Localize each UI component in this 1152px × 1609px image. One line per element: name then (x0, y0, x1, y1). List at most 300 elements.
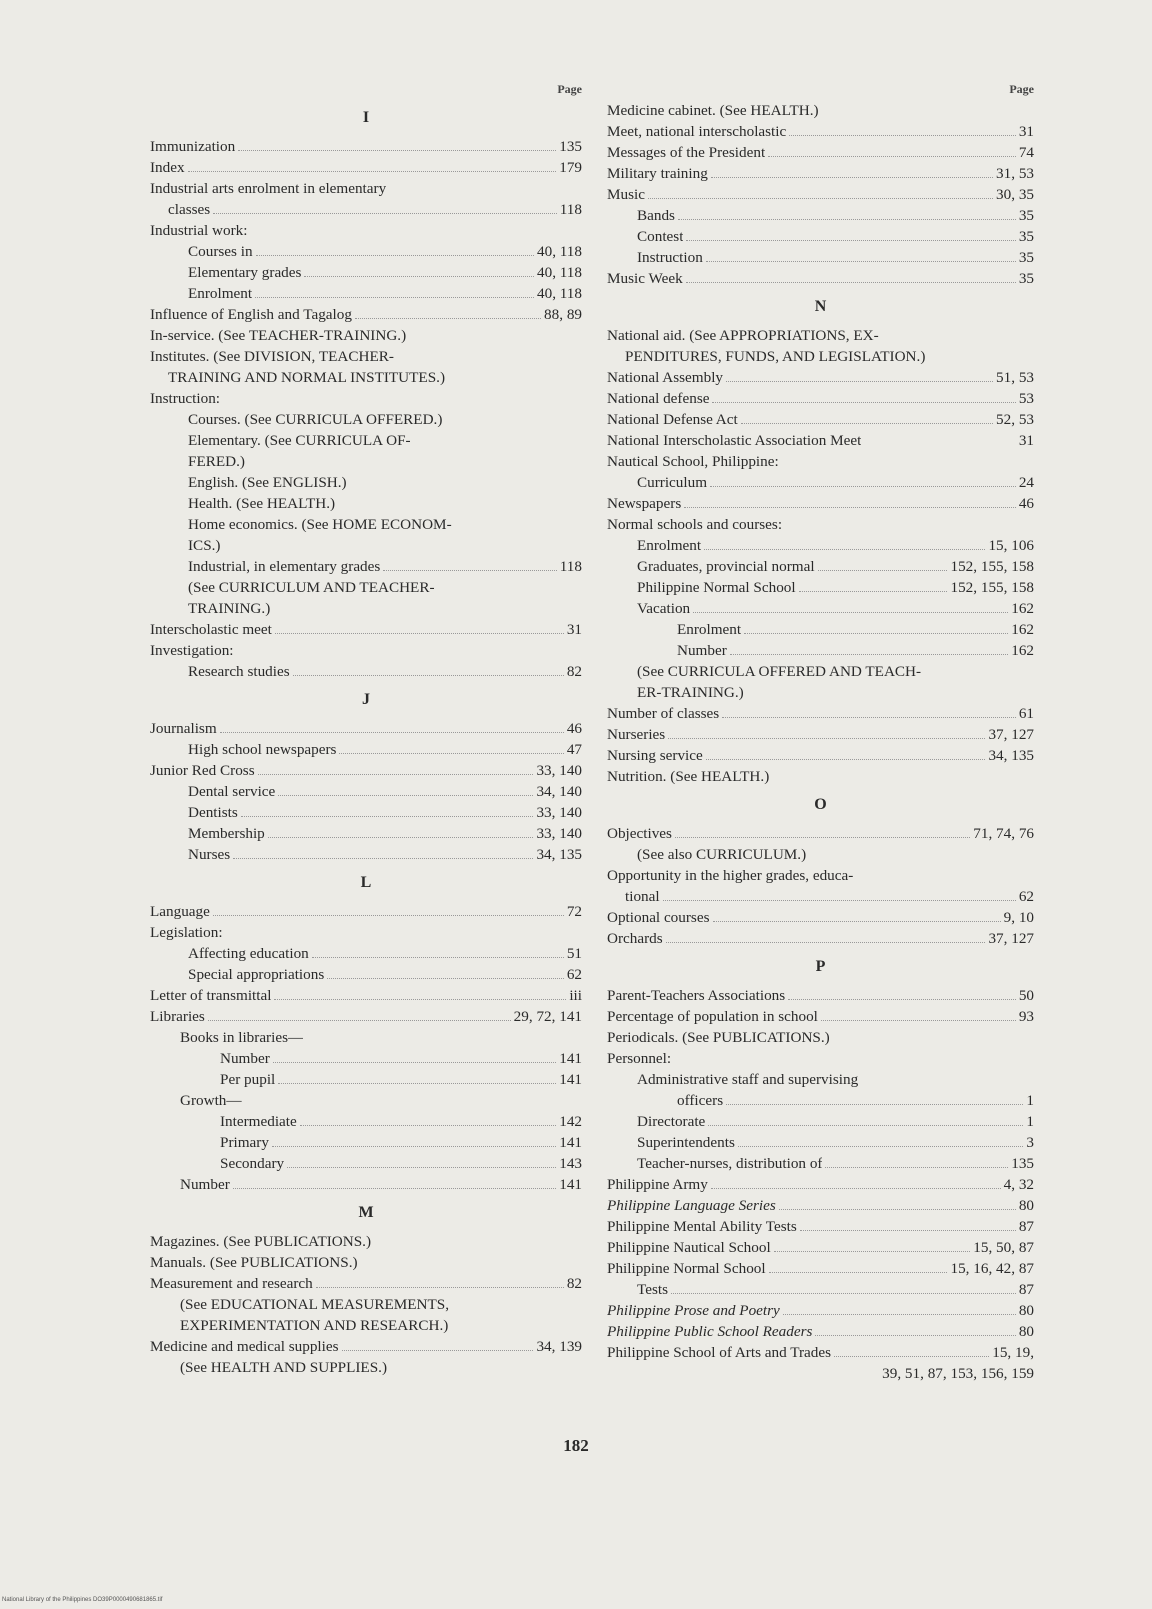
dot-leader (741, 423, 993, 424)
entry-pages: 152, 155, 158 (950, 579, 1034, 596)
entry-pages: 33, 140 (536, 825, 582, 842)
entry-pages: 35 (1018, 228, 1034, 245)
dot-leader (821, 1020, 1016, 1021)
index-entry (150, 178, 582, 199)
dot-leader (312, 957, 564, 958)
entry-term: Influence of English and Tagalog (150, 306, 352, 323)
dot-leader (800, 1230, 1016, 1231)
entry-pages: 47 (566, 741, 582, 758)
index-entry (607, 247, 1034, 268)
index-entry (150, 556, 582, 577)
index-entry (150, 304, 582, 325)
entry-term: Libraries (150, 1008, 205, 1025)
dot-leader (278, 795, 533, 796)
entry-term: Optional courses (607, 909, 710, 926)
entry-pages: 40, 118 (537, 285, 582, 302)
index-entry (150, 472, 582, 493)
entry-term: Interscholastic meet (150, 621, 272, 638)
entry-pages: iii (569, 987, 582, 1004)
index-entry (150, 283, 582, 304)
index-entry (607, 598, 1034, 619)
index-entry (150, 985, 582, 1006)
left-index-column (150, 78, 582, 1378)
entry-pages: 141 (559, 1176, 582, 1193)
index-entry (607, 226, 1034, 247)
index-entry (607, 985, 1034, 1006)
entry-term: Journalism (150, 720, 217, 737)
index-entry (607, 1342, 1034, 1363)
index-entry (150, 388, 582, 409)
dot-leader (327, 978, 564, 979)
entry-pages: 4, 32 (1003, 1176, 1034, 1193)
index-entry (607, 865, 1034, 886)
entry-pages: 35 (1018, 270, 1034, 287)
index-entry (607, 409, 1034, 430)
entry-term: Instruction: (150, 390, 221, 407)
entry-term: Philippine Army (607, 1176, 708, 1193)
index-entry (607, 493, 1034, 514)
entry-pages: 34, 139 (536, 1338, 582, 1355)
dot-leader (768, 156, 1016, 157)
dot-leader (711, 1188, 1001, 1189)
dot-leader (275, 633, 564, 634)
index-entry (150, 136, 582, 157)
scan-footer: National Library of the Philippines DO39P0000490681865.tif (2, 1597, 163, 1603)
dot-leader (300, 1125, 556, 1126)
index-entry (150, 220, 582, 241)
entry-term: Graduates, provincial normal (637, 558, 815, 575)
dot-leader (666, 942, 986, 943)
entry-term: Opportunity in the higher grades, educa- (607, 867, 854, 884)
dot-leader (834, 1356, 989, 1357)
entry-pages: 88, 89 (544, 306, 582, 323)
entry-term: Health. (See HEALTH.) (188, 495, 336, 512)
index-entry (607, 1111, 1034, 1132)
entry-pages: 33, 140 (536, 804, 582, 821)
entry-pages: 50 (1018, 987, 1034, 1004)
entry-pages: 162 (1011, 600, 1034, 617)
entry-term: Philippine Language Series (607, 1197, 776, 1214)
page-number: 182 (563, 1436, 589, 1455)
entry-pages: 87 (1018, 1218, 1034, 1235)
entry-pages: 179 (559, 159, 582, 176)
entry-term: Books in libraries— (180, 1029, 304, 1046)
index-entry (150, 241, 582, 262)
index-entry (150, 781, 582, 802)
entry-pages: 135 (559, 138, 582, 155)
entry-pages: 152, 155, 158 (950, 558, 1034, 575)
entry-term: Administrative staff and supervising (637, 1071, 859, 1088)
entry-term: Per pupil (220, 1071, 276, 1088)
index-entry (607, 535, 1034, 556)
entry-term: Philippine School of Arts and Trades (607, 1344, 832, 1361)
dot-leader (799, 591, 948, 592)
dot-leader (241, 816, 534, 817)
entry-term: Special appropriations (188, 966, 325, 983)
dot-leader (213, 915, 564, 916)
section-letter: O (814, 796, 827, 813)
dot-leader (355, 318, 541, 319)
entry-term: Industrial work: (150, 222, 248, 239)
entry-term: Meet, national interscholastic (607, 123, 787, 140)
entry-term: Parent-Teachers Associations (607, 987, 786, 1004)
dot-leader (188, 171, 557, 172)
entry-pages: 3 (1026, 1134, 1034, 1151)
dot-leader (706, 759, 986, 760)
entry-term: Industrial, in elementary grades (188, 558, 381, 575)
right-index-column (607, 78, 1034, 1384)
index-entry (150, 1069, 582, 1090)
entry-pages: 15, 50, 87 (973, 1239, 1034, 1256)
entry-term: Affecting education (188, 945, 309, 962)
entry-term: National defense (607, 390, 710, 407)
index-entry (607, 1216, 1034, 1237)
page-column-header: Page (1009, 82, 1034, 96)
index-entry (150, 409, 582, 430)
index-entry (150, 943, 582, 964)
entry-term: Intermediate (220, 1113, 297, 1130)
dot-leader (233, 858, 533, 859)
dot-leader (738, 1146, 1024, 1147)
entry-pages: 141 (559, 1050, 582, 1067)
index-entry (150, 1111, 582, 1132)
dot-leader (769, 1272, 948, 1273)
index-entry (150, 262, 582, 283)
index-entry (150, 598, 582, 619)
entry-term: Nursing service (607, 747, 703, 764)
entry-pages: 118 (559, 201, 582, 218)
entry-term: Curriculum (637, 474, 708, 491)
index-entry (607, 388, 1034, 409)
index-entry (607, 1048, 1034, 1069)
index-entry (150, 1153, 582, 1174)
index-entry (607, 346, 1034, 367)
index-entry (607, 619, 1034, 640)
dot-leader (287, 1167, 556, 1168)
entry-term: Contest (637, 228, 684, 245)
index-entry (607, 682, 1034, 703)
index-entry (150, 1090, 582, 1111)
entry-pages: 1 (1026, 1092, 1034, 1109)
dot-leader (293, 675, 564, 676)
entry-pages: 52, 53 (996, 411, 1034, 428)
index-entry (150, 1315, 582, 1336)
index-entry (150, 661, 582, 682)
dot-leader (268, 837, 534, 838)
index-entry (150, 1048, 582, 1069)
entry-pages: 31, 53 (996, 165, 1034, 182)
entry-term: Manuals. (See PUBLICATIONS.) (150, 1254, 358, 1271)
dot-leader (825, 1167, 1008, 1168)
entry-term: EXPERIMENTATION AND RESEARCH.) (180, 1317, 449, 1334)
dot-leader (678, 219, 1016, 220)
index-entry (150, 1273, 582, 1294)
entry-term: FERED.) (188, 453, 245, 470)
entry-pages: 15, 106 (988, 537, 1034, 554)
index-entry (607, 1153, 1034, 1174)
dot-leader (710, 486, 1016, 487)
entry-term: Enrolment (677, 621, 742, 638)
entry-term: Directorate (637, 1113, 706, 1130)
entry-pages: 15, 16, 42, 87 (950, 1260, 1034, 1277)
entry-term: tional (625, 888, 660, 905)
index-entry (150, 1294, 582, 1315)
dot-leader (708, 1125, 1023, 1126)
entry-pages: 15, 19, (992, 1344, 1034, 1361)
entry-pages: 35 (1018, 207, 1034, 224)
entry-pages: 141 (559, 1071, 582, 1088)
dot-leader (220, 732, 564, 733)
entry-term: Philippine Nautical School (607, 1239, 771, 1256)
entry-pages: 72 (566, 903, 582, 920)
entry-term: Courses in (188, 243, 253, 260)
index-entry (150, 964, 582, 985)
entry-term: classes (168, 201, 211, 218)
index-entry (150, 802, 582, 823)
dot-leader (272, 1146, 556, 1147)
index-entry (607, 1174, 1034, 1195)
entry-term: Immunization (150, 138, 236, 155)
dot-leader (815, 1335, 1015, 1336)
index-entry (607, 1006, 1034, 1027)
index-entry (607, 430, 1034, 451)
entry-term: (See CURRICULA OFFERED AND TEACH- (637, 663, 922, 680)
index-entry (607, 928, 1034, 949)
page-column-header: Page (557, 82, 582, 96)
index-entry (607, 1027, 1034, 1048)
entry-term: Philippine Normal School (607, 1260, 766, 1277)
index-entry (150, 1132, 582, 1153)
index-entry (150, 1027, 582, 1048)
entry-term: Courses. (See CURRICULA OFFERED.) (188, 411, 443, 428)
section-letter: J (362, 691, 370, 708)
entry-pages: 35 (1018, 249, 1034, 266)
entry-term: Index (150, 159, 185, 176)
entry-pages: 118 (559, 558, 582, 575)
entry-term: Membership (188, 825, 265, 842)
dot-leader (233, 1188, 556, 1189)
entry-term: National Interscholastic Association Meet (607, 432, 862, 449)
index-entry (607, 184, 1034, 205)
entry-term: English. (See ENGLISH.) (188, 474, 347, 491)
dot-leader (818, 570, 948, 571)
dot-leader (256, 255, 534, 256)
index-entry (150, 844, 582, 865)
index-entry (150, 922, 582, 943)
entry-term: Magazines. (See PUBLICATIONS.) (150, 1233, 372, 1250)
entry-term: Percentage of population in school (607, 1008, 818, 1025)
index-entry (150, 430, 582, 451)
entry-term: Philippine Mental Ability Tests (607, 1218, 797, 1235)
index-entry (150, 640, 582, 661)
entry-term: Primary (220, 1134, 269, 1151)
entry-term: Military training (607, 165, 708, 182)
dot-leader (213, 213, 557, 214)
index-entry (607, 367, 1034, 388)
index-entry (150, 1336, 582, 1357)
entry-pages: 62 (1018, 888, 1034, 905)
entry-term: Industrial arts enrolment in elementary (150, 180, 387, 197)
dot-leader (304, 276, 534, 277)
entry-term: PENDITURES, FUNDS, AND LEGISLATION.) (625, 348, 926, 365)
entry-term: Superintendents (637, 1134, 735, 1151)
dot-leader (255, 297, 534, 298)
entry-pages: 143 (559, 1155, 582, 1172)
dot-leader (684, 507, 1016, 508)
dot-leader (648, 198, 993, 199)
entry-pages: 46 (566, 720, 582, 737)
entry-term: TRAINING.) (188, 600, 271, 617)
dot-leader (711, 177, 993, 178)
index-entry (607, 1300, 1034, 1321)
entry-term: Bands (637, 207, 675, 224)
entry-term: Home economics. (See HOME ECONOM- (188, 516, 452, 533)
entry-term: Normal schools and courses: (607, 516, 783, 533)
dot-leader (663, 900, 1016, 901)
index-entry (607, 886, 1034, 907)
dot-leader (258, 774, 534, 775)
index-entry (607, 556, 1034, 577)
entry-term: Philippine Prose and Poetry (607, 1302, 780, 1319)
entry-term: Number (220, 1050, 270, 1067)
section-letter: L (360, 874, 372, 891)
dot-leader (383, 570, 556, 571)
dot-leader (704, 549, 985, 550)
entry-term: Medicine and medical supplies (150, 1338, 339, 1355)
entry-pages: 162 (1011, 621, 1034, 638)
index-entry (150, 493, 582, 514)
index-entry (607, 724, 1034, 745)
entry-term: Investigation: (150, 642, 234, 659)
dot-leader (208, 1020, 511, 1021)
index-entry (150, 346, 582, 367)
dot-leader (726, 1104, 1023, 1105)
dot-leader (789, 135, 1016, 136)
entry-pages: 80 (1018, 1302, 1034, 1319)
section-letter: I (362, 109, 370, 126)
entry-pages: 51 (566, 945, 582, 962)
dot-leader (686, 282, 1016, 283)
dot-leader (712, 402, 1015, 403)
section-letter: M (358, 1204, 374, 1221)
entry-term: (See CURRICULUM AND TEACHER- (188, 579, 435, 596)
entry-term: Elementary grades (188, 264, 302, 281)
index-entry (150, 739, 582, 760)
entry-pages: 39, 51, 87, 153, 156, 159 (882, 1365, 1034, 1382)
entry-term: Institutes. (See DIVISION, TEACHER- (150, 348, 394, 365)
entry-pages: 87 (1018, 1281, 1034, 1298)
entry-pages: 162 (1011, 642, 1034, 659)
index-entry (150, 367, 582, 388)
dot-leader (675, 837, 970, 838)
entry-term: Enrolment (188, 285, 253, 302)
index-entry (150, 577, 582, 598)
index-entry (607, 703, 1034, 724)
entry-term: Messages of the President (607, 144, 766, 161)
entry-term: Growth— (180, 1092, 242, 1109)
entry-pages: 34, 135 (988, 747, 1034, 764)
entry-term: National aid. (See APPROPRIATIONS, EX- (607, 327, 879, 344)
entry-pages: 71, 74, 76 (973, 825, 1034, 842)
index-entry (150, 901, 582, 922)
dot-leader (774, 1251, 971, 1252)
entry-term: Nurseries (607, 726, 666, 743)
index-entry (607, 1195, 1034, 1216)
dot-leader (668, 738, 985, 739)
entry-pages: 141 (559, 1134, 582, 1151)
entry-pages: 40, 118 (537, 243, 582, 260)
index-entry (150, 199, 582, 220)
index-entry (150, 760, 582, 781)
entry-term: Philippine Public School Readers (607, 1323, 813, 1340)
index-entry (607, 514, 1034, 535)
index-entry (607, 1090, 1034, 1111)
entry-pages: 40, 118 (537, 264, 582, 281)
entry-pages: 82 (566, 663, 582, 680)
entry-term: National Defense Act (607, 411, 738, 428)
entry-term: Secondary (220, 1155, 285, 1172)
entry-term: Number of classes (607, 705, 720, 722)
index-entry (607, 766, 1034, 787)
dot-leader (671, 1293, 1016, 1294)
entry-term: Number (180, 1176, 230, 1193)
index-entry (150, 1357, 582, 1378)
index-entry (607, 100, 1034, 121)
index-entry (150, 157, 582, 178)
entry-term: Periodicals. (See PUBLICATIONS.) (607, 1029, 830, 1046)
index-entry (150, 1231, 582, 1252)
index-entry (150, 1174, 582, 1195)
index-entry (607, 1321, 1034, 1342)
entry-pages: 24 (1018, 474, 1034, 491)
dot-leader (788, 999, 1016, 1000)
dot-leader (730, 654, 1008, 655)
index-entry (607, 268, 1034, 289)
entry-term: Number (677, 642, 727, 659)
entry-term: ER-TRAINING.) (637, 684, 744, 701)
entry-term: Medicine cabinet. (See HEALTH.) (607, 102, 819, 119)
entry-term: Nautical School, Philippine: (607, 453, 779, 470)
index-entry (607, 1279, 1034, 1300)
entry-pages: 142 (559, 1113, 582, 1130)
left-entries (150, 100, 582, 1378)
entry-term: In-service. (See TEACHER-TRAINING.) (150, 327, 407, 344)
entry-term: (See HEALTH AND SUPPLIES.) (180, 1359, 388, 1376)
entry-term: Research studies (188, 663, 290, 680)
index-entry (607, 1258, 1034, 1279)
entry-term: Philippine Normal School (637, 579, 796, 596)
entry-pages: 37, 127 (988, 930, 1034, 947)
entry-pages: 74 (1018, 144, 1034, 161)
entry-term: Dentists (188, 804, 238, 821)
entry-term: Music Week (607, 270, 683, 287)
entry-pages: 61 (1018, 705, 1034, 722)
dot-leader (238, 150, 556, 151)
index-entry (607, 823, 1034, 844)
entry-pages: 46 (1018, 495, 1034, 512)
index-entry (607, 1069, 1034, 1090)
index-entry (607, 1237, 1034, 1258)
dot-leader (342, 1350, 534, 1351)
right-entries (607, 100, 1034, 1384)
dot-leader (339, 753, 563, 754)
index-entry (150, 1006, 582, 1027)
dot-leader (783, 1314, 1016, 1315)
dot-leader (274, 999, 566, 1000)
entry-term: Enrolment (637, 537, 702, 554)
dot-leader (706, 261, 1016, 262)
index-entry (150, 823, 582, 844)
